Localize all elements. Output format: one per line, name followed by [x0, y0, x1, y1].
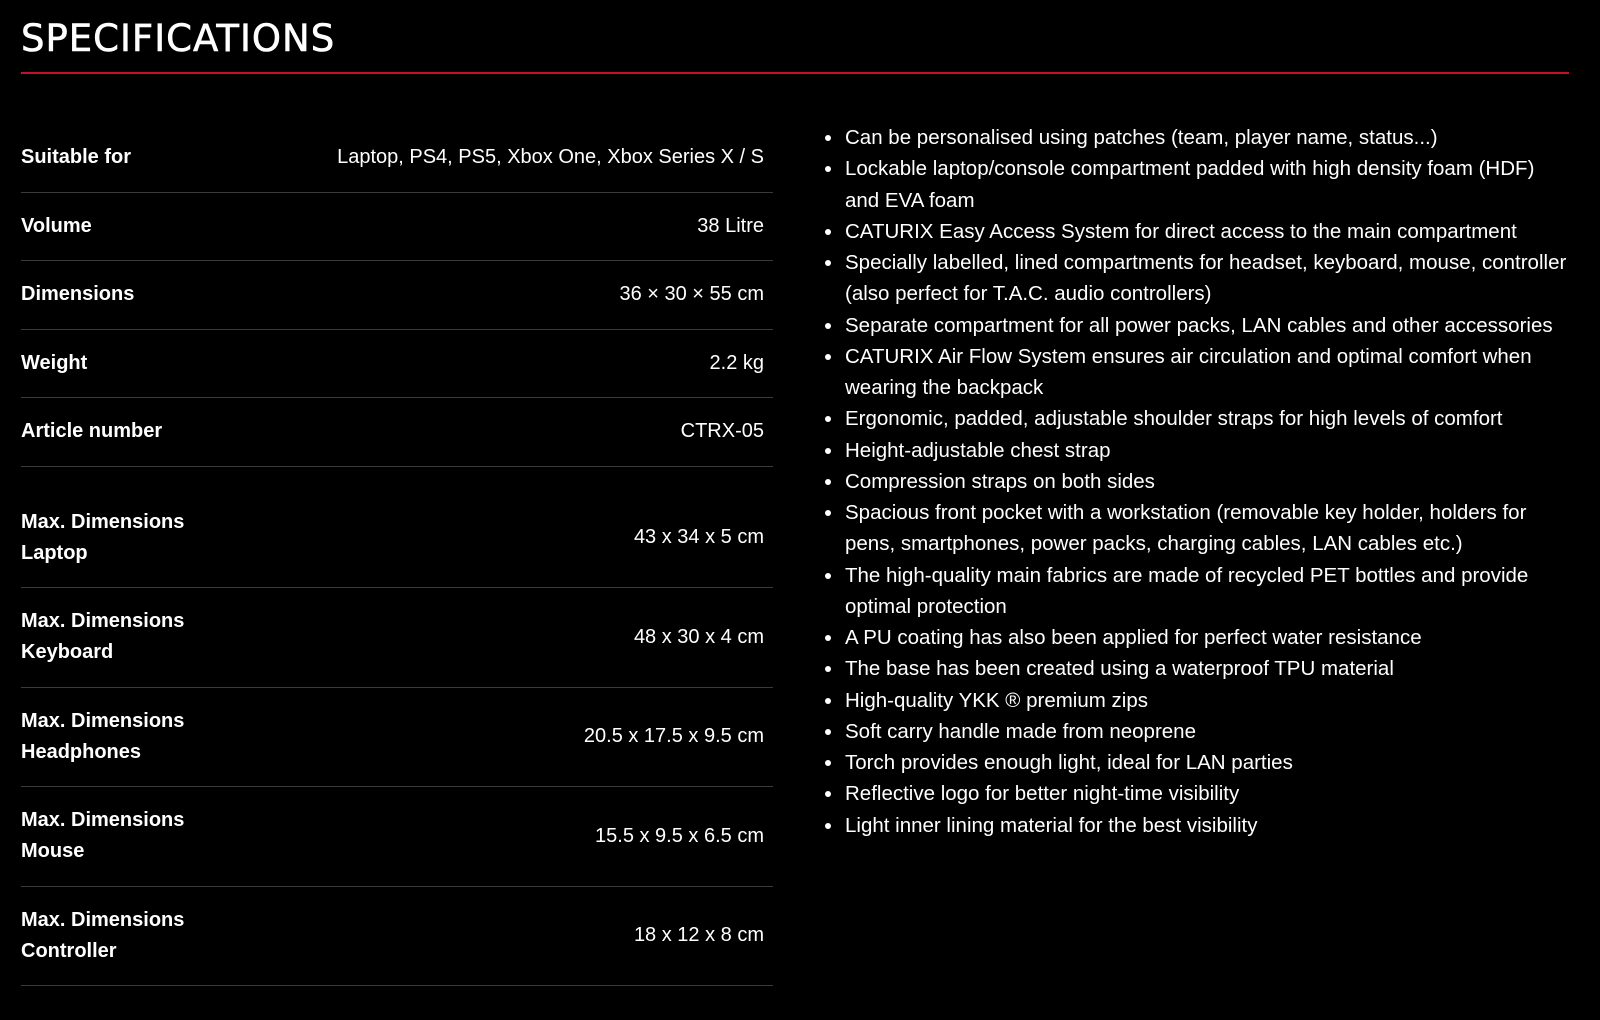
feature-text: High-quality YKK ® premium zips [845, 688, 1148, 712]
spec-label: Max. Dimensions Keyboard [21, 610, 185, 664]
bullet-icon [825, 229, 831, 235]
section-title: SPECIFICATIONS [21, 17, 336, 60]
feature-item [822, 622, 1570, 653]
bullet-icon [825, 135, 831, 141]
feature-item [822, 403, 1570, 434]
feature-text: Reflective logo for better night-time visibility [845, 782, 1240, 806]
spec-row-max-dimensions-mouse [21, 787, 773, 887]
bullet-icon [825, 354, 831, 360]
spec-row-dimensions [21, 261, 773, 330]
bullet-icon [825, 510, 831, 516]
feature-list [822, 122, 1570, 841]
spec-label: Max. Dimensions Controller [21, 908, 185, 962]
spec-row-max-dimensions-controller [21, 887, 773, 987]
spec-row-suitable-for [21, 124, 773, 193]
bullet-icon [825, 823, 831, 829]
feature-item [822, 747, 1570, 778]
spec-row-max-dimensions-keyboard [21, 588, 773, 688]
spec-row-max-dimensions-headphones [21, 688, 773, 788]
spec-label: Weight [21, 351, 88, 374]
title-divider [21, 72, 1569, 74]
spec-label: Suitable for [21, 146, 132, 169]
feature-item [822, 310, 1570, 341]
spec-label: Volume [21, 214, 92, 237]
bullet-icon [825, 260, 831, 266]
spec-row-max-dimensions-laptop [21, 489, 773, 589]
feature-item [822, 216, 1570, 247]
feature-text: Specially labelled, lined compartments for headset, keyboard, mouse, controller (also perfect for T.A.C. audio controllers) [845, 251, 1567, 306]
spec-value: 18 x 12 x 8 cm [633, 924, 764, 947]
feature-text: CATURIX Easy Access System for direct access to the main compartment [845, 219, 1517, 243]
feature-text: The base has been created using a waterproof TPU material [845, 657, 1394, 681]
spec-value: Laptop, PS4, PS5, Xbox One, Xbox Series X / S [337, 146, 764, 169]
spec-table [21, 124, 773, 986]
bullet-icon [825, 323, 831, 329]
bullet-icon [825, 166, 831, 172]
spec-value: 20.5 x 17.5 x 9.5 cm [583, 725, 764, 748]
bullet-icon [825, 666, 831, 672]
feature-item [822, 122, 1570, 153]
spec-value: CTRX-05 [680, 420, 764, 443]
feature-text: Torch provides enough light, ideal for LAN parties [845, 751, 1293, 774]
spec-value: 2.2 kg [709, 351, 764, 374]
feature-item [822, 341, 1570, 404]
feature-item [822, 653, 1570, 684]
feature-item [822, 497, 1570, 560]
feature-text: Lockable laptop/console compartment padded with high density foam (HDF) and EVA foam [845, 157, 1535, 212]
feature-text: Light inner lining material for the best visibility [845, 813, 1258, 837]
spec-label: Max. Dimensions Headphones [21, 709, 185, 763]
feature-item [822, 247, 1570, 310]
bullet-icon [825, 635, 831, 641]
bullet-icon [825, 416, 831, 422]
feature-item [822, 435, 1570, 466]
bullet-icon [825, 448, 831, 454]
bullet-icon [825, 729, 831, 735]
feature-item [822, 560, 1570, 623]
spec-value: 15.5 x 9.5 x 6.5 cm [595, 824, 764, 847]
feature-text: A PU coating has also been applied for perfect water resistance [845, 626, 1422, 649]
spec-value: 38 Litre [697, 214, 764, 237]
spec-label: Max. Dimensions Mouse [21, 809, 185, 863]
feature-text: Soft carry handle made from neoprene [845, 719, 1196, 743]
spec-label: Max. Dimensions Laptop [21, 510, 185, 564]
feature-text: Height-adjustable chest strap [845, 438, 1111, 462]
feature-text: Separate compartment for all power packs, LAN cables and other accessories [845, 313, 1553, 337]
feature-text: CATURIX Air Flow System ensures air circulation and optimal comfort when wearing the backpack [845, 344, 1532, 399]
feature-item [822, 153, 1570, 216]
feature-text: The high-quality main fabrics are made of recycled PET bottles and provide optimal protection [845, 563, 1529, 618]
feature-item [822, 685, 1570, 716]
bullet-icon [825, 573, 831, 579]
spec-row-article-number [21, 398, 773, 467]
feature-text: Ergonomic, padded, adjustable shoulder straps for high levels of comfort [845, 407, 1503, 431]
feature-item [822, 716, 1570, 747]
bullet-icon [825, 791, 831, 797]
spec-value: 43 x 34 x 5 cm [633, 526, 764, 549]
feature-text: Compression straps on both sides [845, 469, 1155, 493]
feature-text: Spacious front pocket with a workstation (removable key holder, holders for pens, smartphones, power packs, charging cables, LAN cables etc.) [845, 501, 1527, 556]
spec-label: Article number [21, 420, 163, 443]
feature-text: Can be personalised using patches (team, player name, status...) [845, 126, 1438, 149]
feature-item [822, 810, 1570, 841]
bullet-icon [825, 698, 831, 704]
spec-value: 48 x 30 x 4 cm [633, 625, 764, 648]
bullet-icon [825, 479, 831, 485]
bullet-icon [825, 760, 831, 766]
feature-item [822, 778, 1570, 809]
spec-row-volume [21, 193, 773, 262]
spec-value: 36 × 30 × 55 cm [619, 283, 764, 306]
spec-label: Dimensions [21, 283, 135, 306]
spec-row-weight [21, 330, 773, 399]
feature-item [822, 466, 1570, 497]
